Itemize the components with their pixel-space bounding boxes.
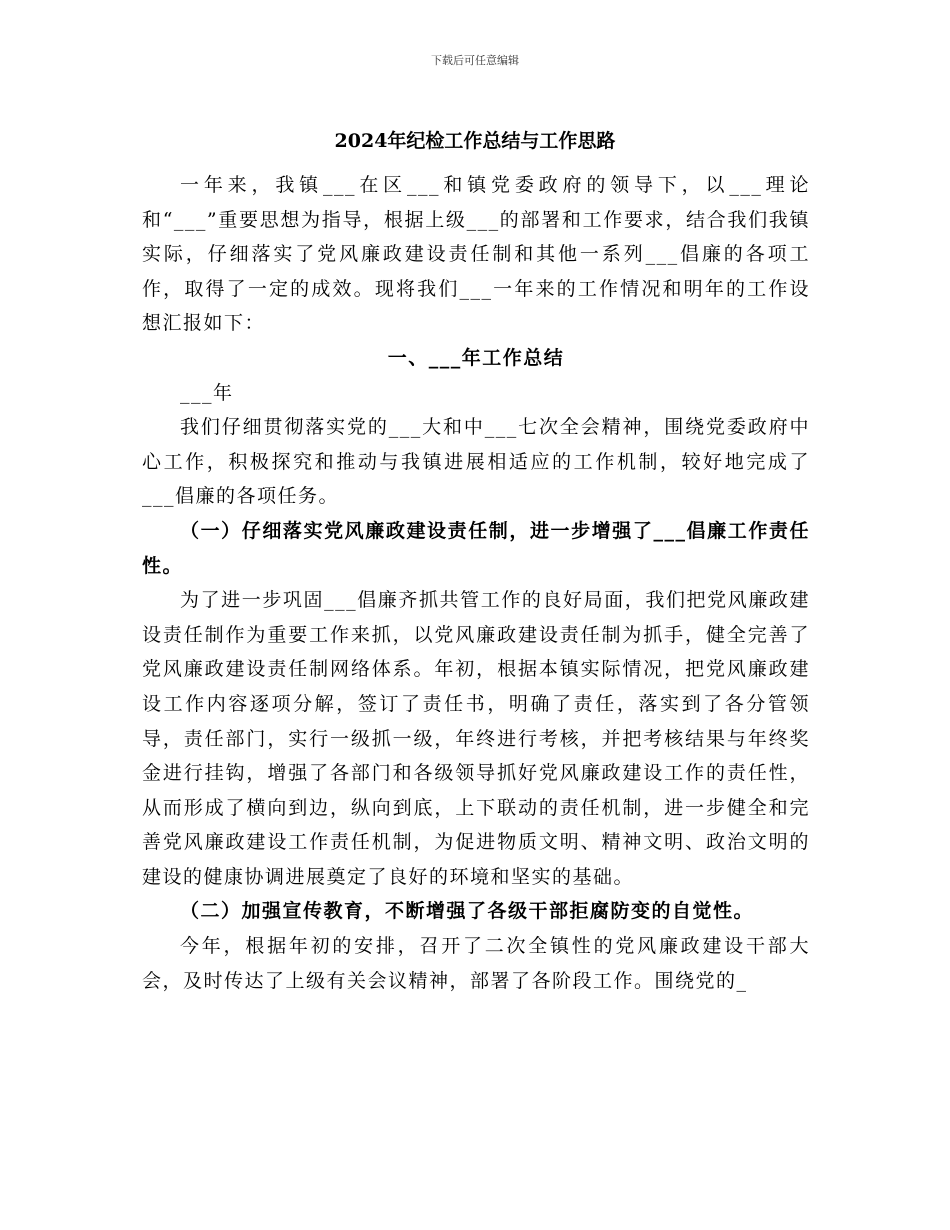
section-heading: 一、___年工作总结	[387, 346, 565, 369]
body-paragraph: 为了进一步巩固___倡廉齐抓共管工作的良好局面，我们把党风廉政建设责任制作为重要工作来抓，以党风廉政建设责任制为抓手，健全完善了党风廉政建设责任制网络体系。年初，根据本镇实际情况，把党风廉政建设工作内容逐项分解，签订了责任书，明确了责任，落实到了各分管领导，责任部门，实行一级抓一级，年终进行考核，并把考核结果与年终奖金进行挂钩，增强了各部门和各级领导抓好党风廉政建设工作的责任性，从而形成了横向到边，纵向到底，上下联动的责任机制，进一步健全和完善党风廉政建设工作责任机制，为促进物质文明、精神文明、政治文明的建设的健康协调进展奠定了良好的环境和坚实的基础。	[142, 589, 810, 888]
document-title: 2024年纪检工作总结与工作思路	[334, 130, 616, 152]
body-paragraph: 今年，根据年初的安排，召开了二次全镇性的党风廉政建设干部大会，及时传达了上级有关会议精神，部署了各阶段工作。围绕党的_	[142, 935, 810, 992]
body-paragraph: 我们仔细贯彻落实党的___大和中___七次全会精神，围绕党委政府中心工作，积极探究和推动与我镇进展相适应的工作机制，较好地完成了___倡廉的各项任务。	[142, 416, 810, 508]
year-line: ___年	[180, 381, 234, 404]
sub-heading-1: （一）仔细落实党风廉政建设责任制，进一步增强了___倡廉工作责任性。	[142, 519, 810, 577]
header-note: 下载后可任意编辑	[431, 54, 519, 67]
document-body	[142, 168, 810, 998]
intro-paragraph: 一年来，我镇___在区___和镇党委政府的领导下，以___理论和“___”重要思想为指导，根据上级___的部署和工作要求，结合我们我镇实际，仔细落实了党风廉政建设责任制和其他一系列___倡廉的各项工作，取得了一定的成效。现将我们___一年来的工作情况和明年的工作设想汇报如下：	[142, 174, 810, 335]
sub-heading-2: （二）加强宣传教育，不断增强了各级干部拒腐防变的自觉性。	[180, 900, 755, 923]
